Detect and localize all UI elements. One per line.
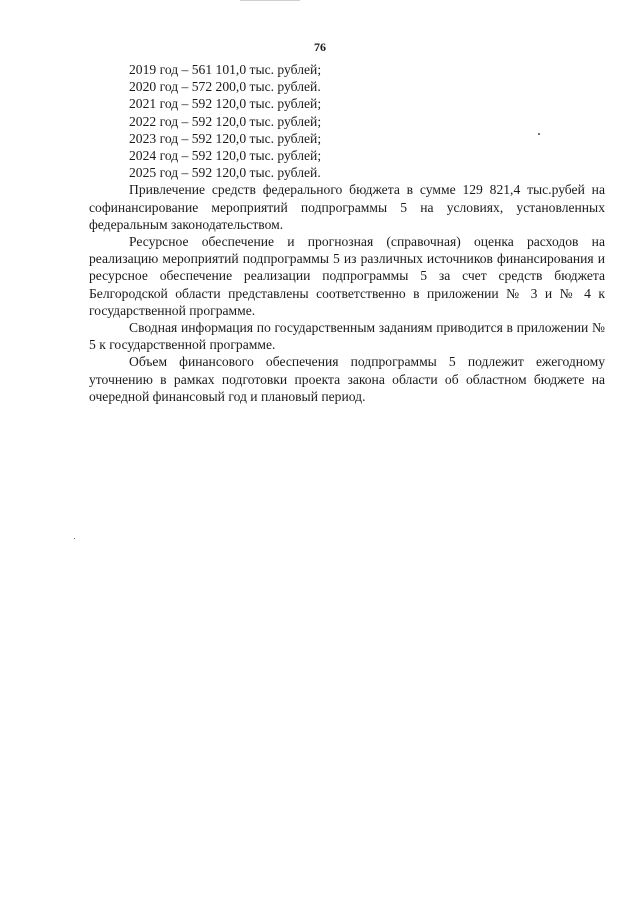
scan-speck: [74, 538, 75, 539]
funding-line-2024: 2024 год – 592 120,0 тыс. рублей;: [129, 148, 322, 164]
funding-line-2025: 2025 год – 592 120,0 тыс. рублей.: [129, 165, 321, 181]
funding-line-2019: 2019 год – 561 101,0 тыс. рублей;: [129, 62, 322, 77]
paragraph-annual-adjustment: Объем финансового обеспечения подпрограммы 5 подлежит ежегодному уточнению в рамках подготовки проекта закона области об областном бюджете на очередной финансовый год и плановый период.: [89, 354, 605, 404]
document-body: [89, 61, 605, 405]
paragraph-state-assignments: Сводная информация по государственным заданиям приводится в приложении № 5 к государственной программе.: [89, 320, 605, 353]
funding-line-2022: 2022 год – 592 120,0 тыс. рублей;: [129, 113, 322, 129]
page-number: 76: [314, 40, 326, 54]
scan-edge-mark: [240, 0, 300, 1]
funding-line-2020: 2020 год – 572 200,0 тыс. рублей.: [129, 79, 321, 95]
funding-line-2023: 2023 год – 592 120,0 тыс. рублей;: [129, 130, 322, 146]
funding-line-2021: 2021 год – 592 120,0 тыс. рублей;: [129, 96, 322, 112]
paragraph-resource-provision: Ресурсное обеспечение и прогнозная (справочная) оценка расходов на реализацию мероприятий подпрограммы 5 из различных источников финансирования и ресурсное обеспечение реализации подпрограммы 5 за счет средств бюджета Белгородской области представлены соответственно в приложении № 3 и № 4 к государственной программе.: [89, 234, 605, 318]
scan-speck: [538, 133, 540, 135]
paragraph-federal-funding: Привлечение средств федерального бюджета в сумме 129 821,4 тыс.рубей на софинансирование мероприятий подпрограммы 5 на условиях, установленных федеральным законодательством.: [89, 182, 605, 232]
